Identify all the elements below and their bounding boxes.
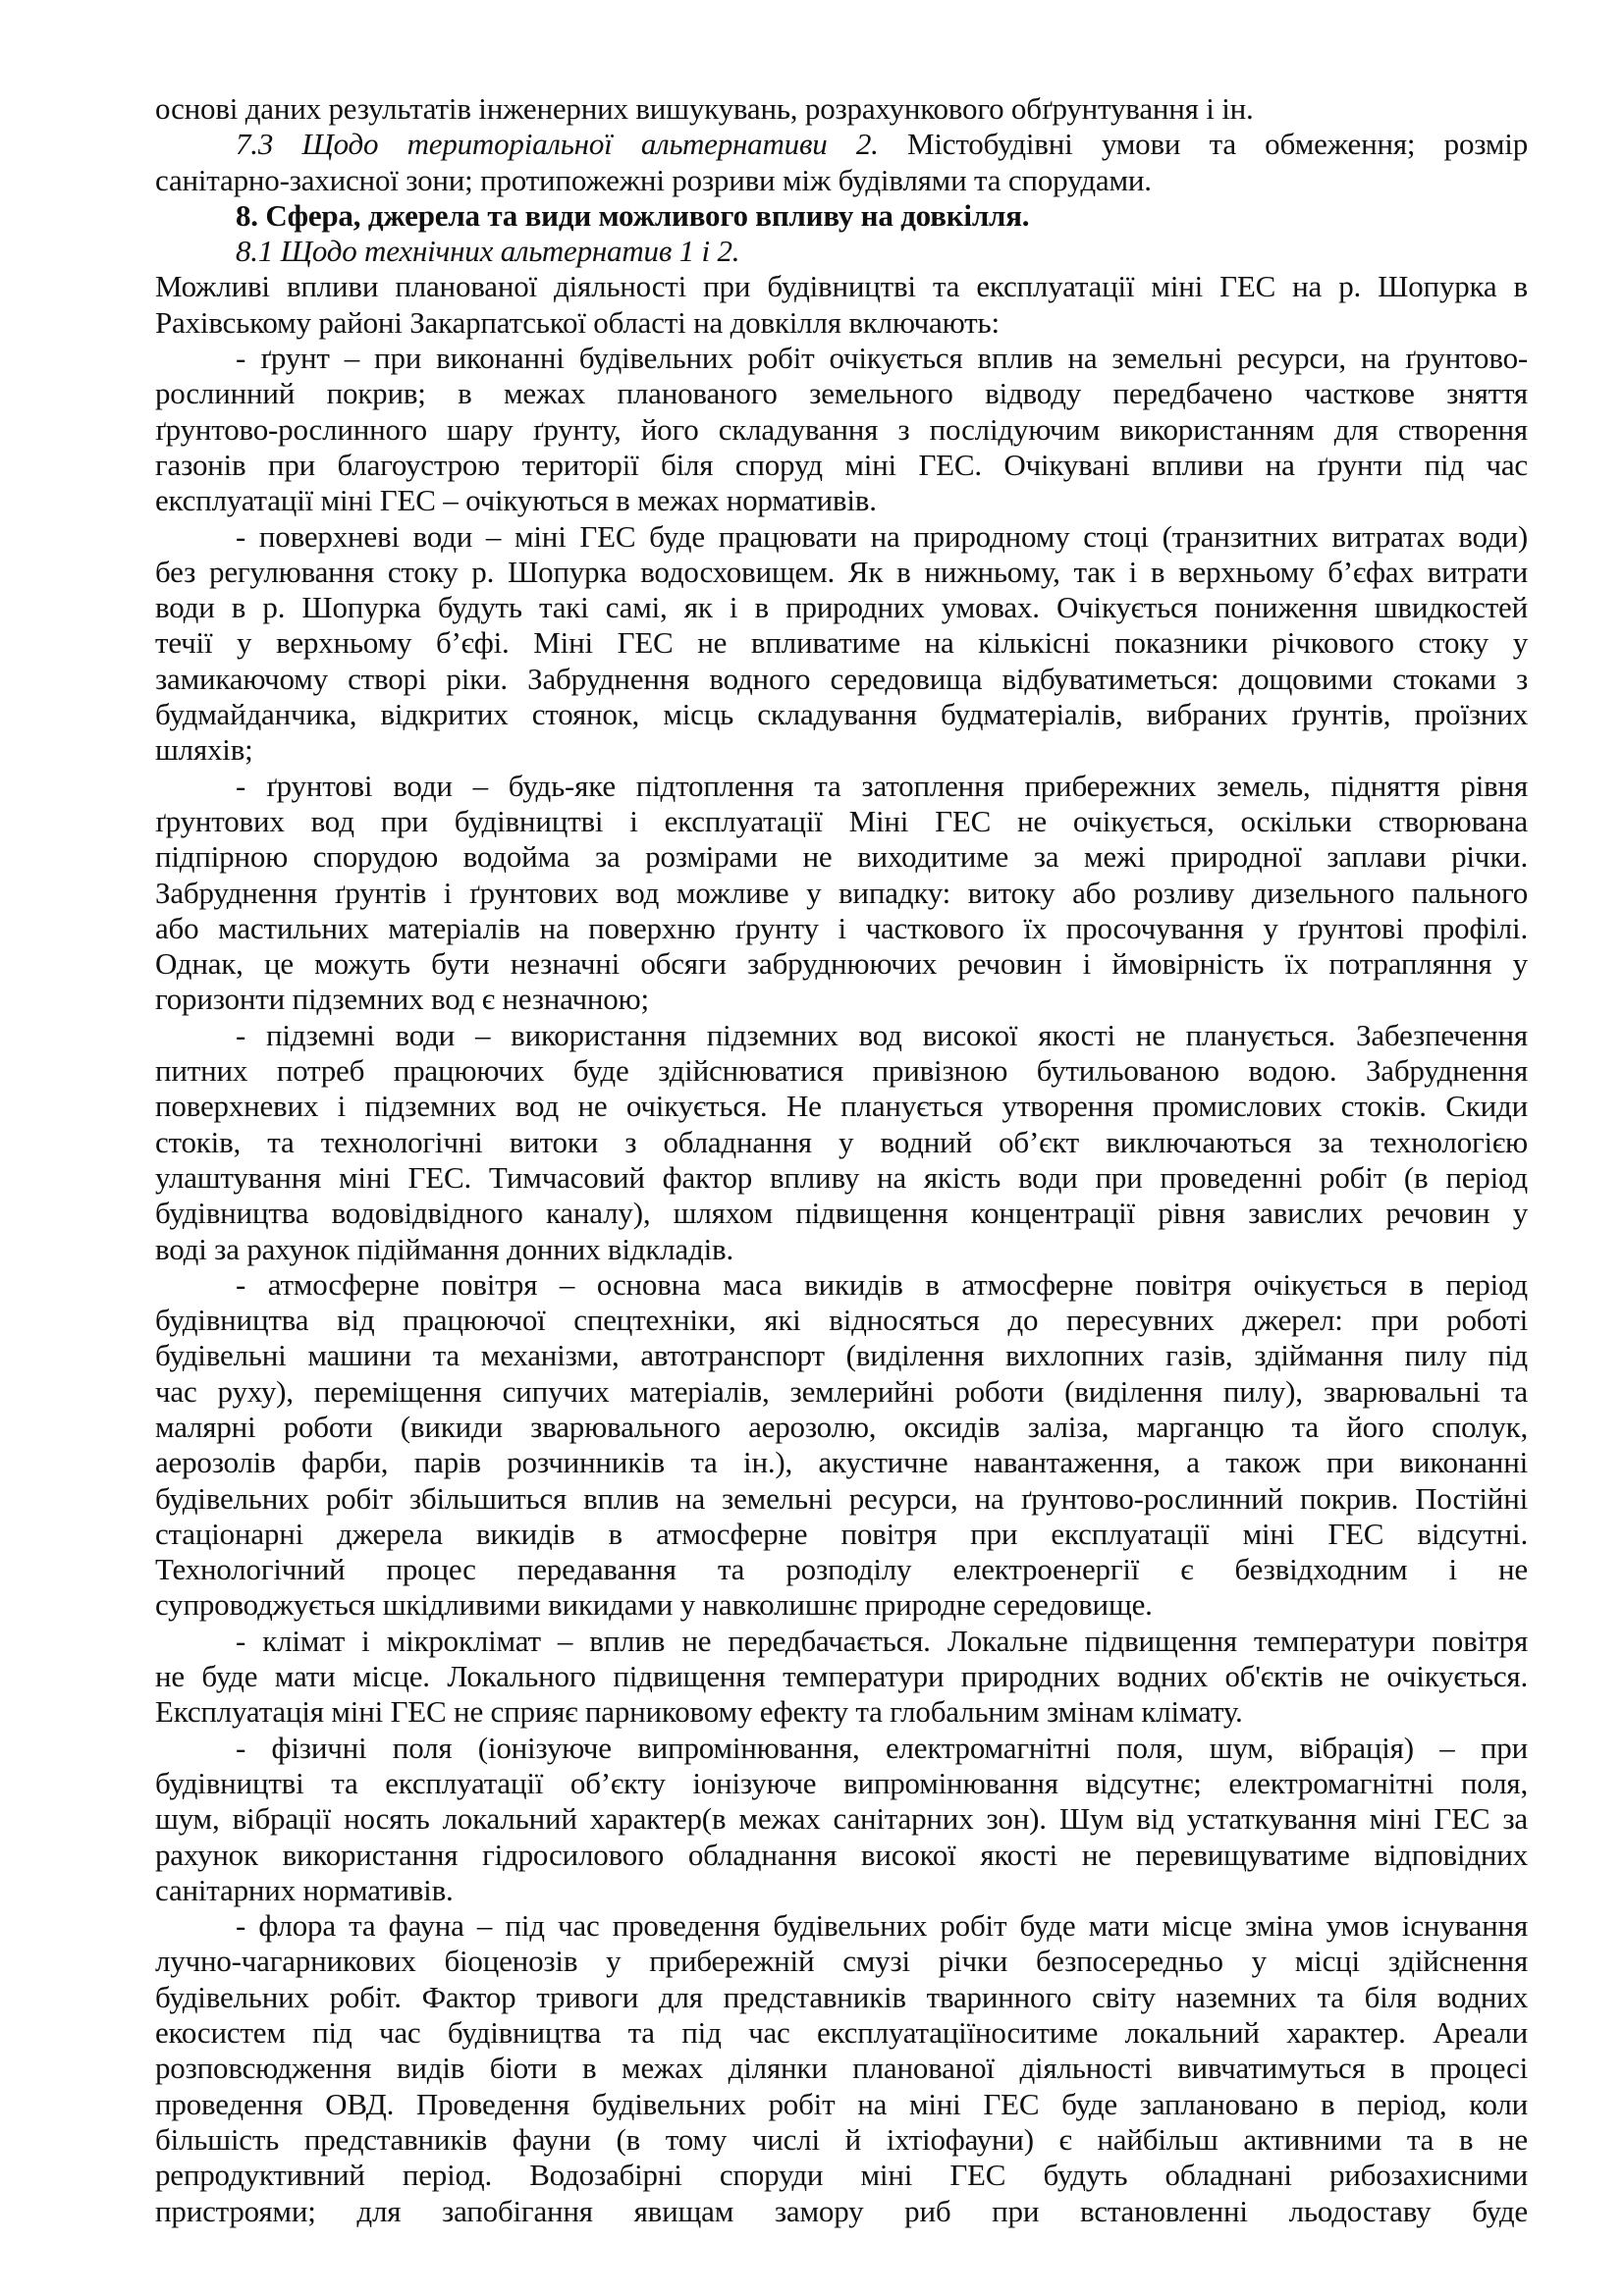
text-segment: розповсюдження видів біоти в межах ділянки планованої діяльності вивчатимуться в процесі xyxy=(155,2051,1528,2086)
bullet-surface-water xyxy=(155,519,1528,769)
text-segment: будівельних робіт збільшиться вплив на земельні ресурси, на ґрунтово-рослинний покрив. Постійні xyxy=(155,1480,1528,1516)
text-line xyxy=(155,1731,1528,1766)
text-segment: питних потреб працюючих буде здійснюватися привізною бутильованою водою. Забруднення xyxy=(155,1053,1528,1089)
text-line xyxy=(155,1552,1528,1587)
bullet-soil xyxy=(155,341,1528,518)
text-line xyxy=(155,590,1528,625)
text-line xyxy=(155,1517,1528,1552)
text-line xyxy=(155,1944,1528,1979)
text-line xyxy=(155,1659,1528,1694)
text-line xyxy=(155,1410,1528,1445)
text-segment: горизонти підземних вод є незначною; xyxy=(155,982,649,1017)
text-line xyxy=(155,1053,1528,1089)
text-line xyxy=(155,1587,1528,1623)
text-line xyxy=(155,1125,1528,1160)
text-segment: стаціонарні джерела викидів в атмосферне повітря при експлуатації міні ГЕС відсутні. xyxy=(155,1516,1528,1551)
text-line xyxy=(155,876,1528,911)
text-segment: - клімат і мікроклімат – вплив не передбачається. Локальне підвищення температури повітря xyxy=(236,1623,1528,1658)
text-line xyxy=(155,2051,1528,2086)
text-line xyxy=(155,839,1528,875)
text-line xyxy=(155,376,1528,411)
text-line xyxy=(155,1267,1528,1303)
bullet-atmospheric-air xyxy=(155,1267,1528,1624)
bullet-climate-microclimate xyxy=(155,1624,1528,1731)
text-line xyxy=(155,697,1528,732)
text-line xyxy=(155,1801,1528,1837)
text-segment: - флора та фауна – під час проведення будівельних робіт буде мати місце зміна умов існування xyxy=(236,1908,1528,1944)
text-line xyxy=(155,1160,1528,1196)
text-line xyxy=(155,804,1528,839)
text-segment: супроводжується шкідливими викидами у навколишнє природне середовище. xyxy=(155,1587,1153,1623)
text-segment: 7.3 Щодо територіальної альтернативи 2. xyxy=(236,127,879,162)
text-segment: ґрунтових вод при будівництві і експлуатації Міні ГЕС не очікується, оскільки створювана xyxy=(155,803,1528,838)
text-segment: рослинний покрив; в межах планованого земельного відводу передбачено часткове зняття xyxy=(155,376,1528,411)
text-line xyxy=(155,1338,1528,1373)
text-segment: воді за рахунок підіймання донних відкладів. xyxy=(155,1231,734,1266)
text-line xyxy=(155,1089,1528,1124)
subheading-8-1-technical-alternatives-1-2 xyxy=(155,234,1528,269)
text-segment: санітарних нормативів. xyxy=(155,1872,454,1907)
text-line xyxy=(155,1908,1528,1944)
text-segment: будівельні машини та механізми, автотранспорт (виділення вихлопних газів, здіймання пилу під xyxy=(155,1338,1528,1373)
text-segment: газонів при благоустрою території біля споруд міні ГЕС. Очікувані впливи на ґрунти під час xyxy=(155,447,1528,482)
text-segment: експлуатації міні ГЕС – очікуються в межах нормативів. xyxy=(155,483,877,518)
text-line xyxy=(155,305,1528,341)
text-line xyxy=(155,625,1528,661)
paragraph-continuation xyxy=(155,91,1528,127)
text-segment: - ґрунтові води – будь-яке підтоплення та затоплення прибережних земель, підняття рівня xyxy=(236,768,1528,803)
text-segment: стоків, та технологічні витоки з обладнання у водний об’єкт виключаються за технологією xyxy=(155,1124,1528,1159)
text-line xyxy=(155,2158,1528,2193)
section-7-3-territorial-alternative-2 xyxy=(155,127,1528,198)
text-line xyxy=(155,1303,1528,1338)
text-line xyxy=(155,769,1528,804)
text-line xyxy=(155,2087,1528,2122)
text-line xyxy=(155,1374,1528,1410)
text-segment: - ґрунт – при виконанні будівельних робіт очікується вплив на земельні ресурси, на ґрунтово- xyxy=(236,341,1528,376)
bullet-underground-water xyxy=(155,1018,1528,1267)
text-segment: - підземні води – використання підземних вод високої якості не планується. Забезпечення xyxy=(236,1017,1528,1052)
text-segment: або мастильних матеріалів на поверхню ґрунту і часткового їх просочування у ґрунтові профілі. xyxy=(155,910,1528,945)
text-line xyxy=(155,234,1528,269)
text-line xyxy=(155,127,1528,162)
text-segment: будівельних робіт. Фактор тривоги для представників тваринного світу наземних та біля водних xyxy=(155,1979,1528,2014)
heading-8-sphere-sources-types-of-impact xyxy=(155,198,1528,234)
text-line xyxy=(155,1196,1528,1231)
text-line xyxy=(155,1980,1528,2015)
text-line xyxy=(155,1018,1528,1053)
text-line xyxy=(155,946,1528,982)
text-segment: - поверхневі води – міні ГЕС буде працювати на природному стоці (транзитних витратах води) xyxy=(236,518,1528,554)
text-segment: улаштування міні ГЕС. Тимчасовий фактор впливу на якість води при проведенні робіт (в період xyxy=(155,1159,1528,1195)
text-segment: без регулювання стоку р. Шопурка водосховищем. Як в нижньому, так і в верхньому б’єфах витрати xyxy=(155,554,1528,589)
text-segment: проведення ОВД. Проведення будівельних робіт на міні ГЕС буде заплановано в період, коли xyxy=(155,2086,1528,2121)
text-segment: рахунок використання гідросилового обладнання високої якості не перевищуватиме відповідних xyxy=(155,1837,1528,1872)
text-segment: Забруднення ґрунтів і ґрунтових вод можливе у випадку: витоку або розливу дизельного пального xyxy=(155,875,1528,910)
text-segment: Технологічний процес передавання та розподілу електроенергії є безвідходним і не xyxy=(155,1552,1528,1587)
text-segment: Можливі впливи планованої діяльності при будівництві та експлуатації міні ГЕС на р. Шопурка в xyxy=(155,269,1528,304)
text-segment: - фізичні поля (іонізуюче випромінювання, електромагнітні поля, шум, вібрація) – при xyxy=(236,1730,1528,1765)
text-line xyxy=(155,732,1528,768)
text-segment: 8.1 Щодо технічних альтернатив 1 і 2. xyxy=(236,234,740,269)
bullet-physical-fields xyxy=(155,1731,1528,1908)
text-line xyxy=(155,1766,1528,1801)
text-line xyxy=(155,341,1528,376)
text-segment: Рахівському районі Закарпатської області на довкілля включають: xyxy=(155,304,1000,340)
text-line xyxy=(155,1694,1528,1730)
text-line xyxy=(155,662,1528,697)
text-line xyxy=(155,1481,1528,1517)
text-segment: Однак, це можуть бути незначні обсяги забруднюючих речовин і ймовірність їх потрапляння у xyxy=(155,946,1528,982)
text-line xyxy=(155,2015,1528,2051)
text-segment: течії у верхньому б’єфі. Міні ГЕС не впливатиме на кількісні показники річкового стоку у xyxy=(155,625,1528,661)
text-line xyxy=(155,982,1528,1017)
text-segment: - атмосферне повітря – основна маса викидів в атмосферне повітря очікується в період xyxy=(236,1266,1528,1302)
text-line xyxy=(155,269,1528,304)
text-segment: більшість представників фауни (в тому числі й іхтіофауни) є найбільш активними та в не xyxy=(155,2121,1528,2157)
text-line xyxy=(155,412,1528,448)
text-segment: будівництва водовідвідного каналу), шляхом підвищення концентрації рівня завислих речовин у xyxy=(155,1196,1528,1231)
text-line xyxy=(155,198,1528,234)
text-segment: шум, вібрації носять локальний характер(в межах санітарних зон). Шум від устаткування міні ГЕС за xyxy=(155,1801,1528,1837)
text-segment: будівництві та експлуатації об’єкту іонізуюче випромінювання відсутнє; електромагнітні поля, xyxy=(155,1765,1528,1800)
text-line xyxy=(155,448,1528,483)
text-segment: лучно-чагарникових біоценозів у прибережній смузі річки безпосередньо у місці здійснення xyxy=(155,1944,1528,1979)
document-page xyxy=(155,91,1528,2229)
text-segment: будмайданчика, відкритих стоянок, місць складування будматеріалів, вибраних ґрунтів, проїзних xyxy=(155,697,1528,732)
text-segment: Експлуатація міні ГЕС не сприяє парниковому ефекту та глобальним змінам клімату. xyxy=(155,1694,1243,1730)
text-segment: замикаючому створі ріки. Забруднення водного середовища відбуватиметься: дощовими стоками з xyxy=(155,661,1528,696)
text-segment: час руху), переміщення сипучих матеріалів, землерийні роботи (виділення пилу), зварювальні та xyxy=(155,1373,1528,1409)
text-line xyxy=(155,2122,1528,2158)
text-line xyxy=(155,911,1528,946)
paragraph-possible-impacts-intro xyxy=(155,269,1528,341)
text-segment: репродуктивний період. Водозабірні споруди міні ГЕС будуть обладнані рибозахисними xyxy=(155,2158,1528,2193)
text-segment: аерозолів фарби, парів розчинників та ін.), акустичне навантаження, а також при виконанні xyxy=(155,1445,1528,1480)
text-segment: шляхів; xyxy=(155,732,253,768)
text-segment: основі даних результатів інженерних вишукувань, розрахункового обґрунтування і ін. xyxy=(155,91,1254,126)
text-segment: поверхневих і підземних вод не очікується. Не планується утворення промислових стоків. Скиди xyxy=(155,1089,1528,1124)
text-line xyxy=(155,1873,1528,1908)
text-segment: екосистем під час будівництва та під час експлуатаціїноситиме локальний характер. Ареали xyxy=(155,2015,1528,2051)
text-segment: Містобудівні умови та обмеження; розмір xyxy=(878,127,1528,162)
text-line xyxy=(155,519,1528,555)
text-segment: води в р. Шопурка будуть такі самі, як і в природних умовах. Очікується пониження швидкостей xyxy=(155,590,1528,625)
text-line xyxy=(155,483,1528,518)
bullet-flora-fauna xyxy=(155,1908,1528,2229)
text-line xyxy=(155,555,1528,590)
text-segment: підпірною спорудою водойма за розмірами не виходитиме за межі природної заплави річки. xyxy=(155,839,1528,875)
text-segment: санітарно-захисної зони; протипожежні розриви між будівлями та спорудами. xyxy=(155,162,1152,197)
text-segment: малярні роботи (викиди зварювального аерозолю, оксидів заліза, марганцю та його сполук, xyxy=(155,1409,1528,1444)
text-segment: не буде мати місце. Локального підвищення температури природних водних об'єктів не очікується. xyxy=(155,1659,1528,1694)
bullet-ground-water xyxy=(155,769,1528,1018)
text-segment: ґрунтово-рослинного шару ґрунту, його складування з послідуючим використанням для створення xyxy=(155,411,1528,447)
text-line xyxy=(155,1232,1528,1267)
text-line xyxy=(155,1624,1528,1659)
text-line xyxy=(155,1838,1528,1873)
text-line xyxy=(155,1445,1528,1480)
text-segment: будівництва від працюючої спецтехніки, які відносяться до пересувних джерел: при роботі xyxy=(155,1303,1528,1338)
text-line xyxy=(155,163,1528,198)
text-line xyxy=(155,91,1528,127)
text-segment: 8. Сфера, джерела та види можливого впливу на довкілля. xyxy=(236,197,1030,233)
text-segment: пристроями; для запобігання явищам замору риб при встановленні льодоставу буде xyxy=(155,2193,1528,2228)
text-line xyxy=(155,2194,1528,2229)
